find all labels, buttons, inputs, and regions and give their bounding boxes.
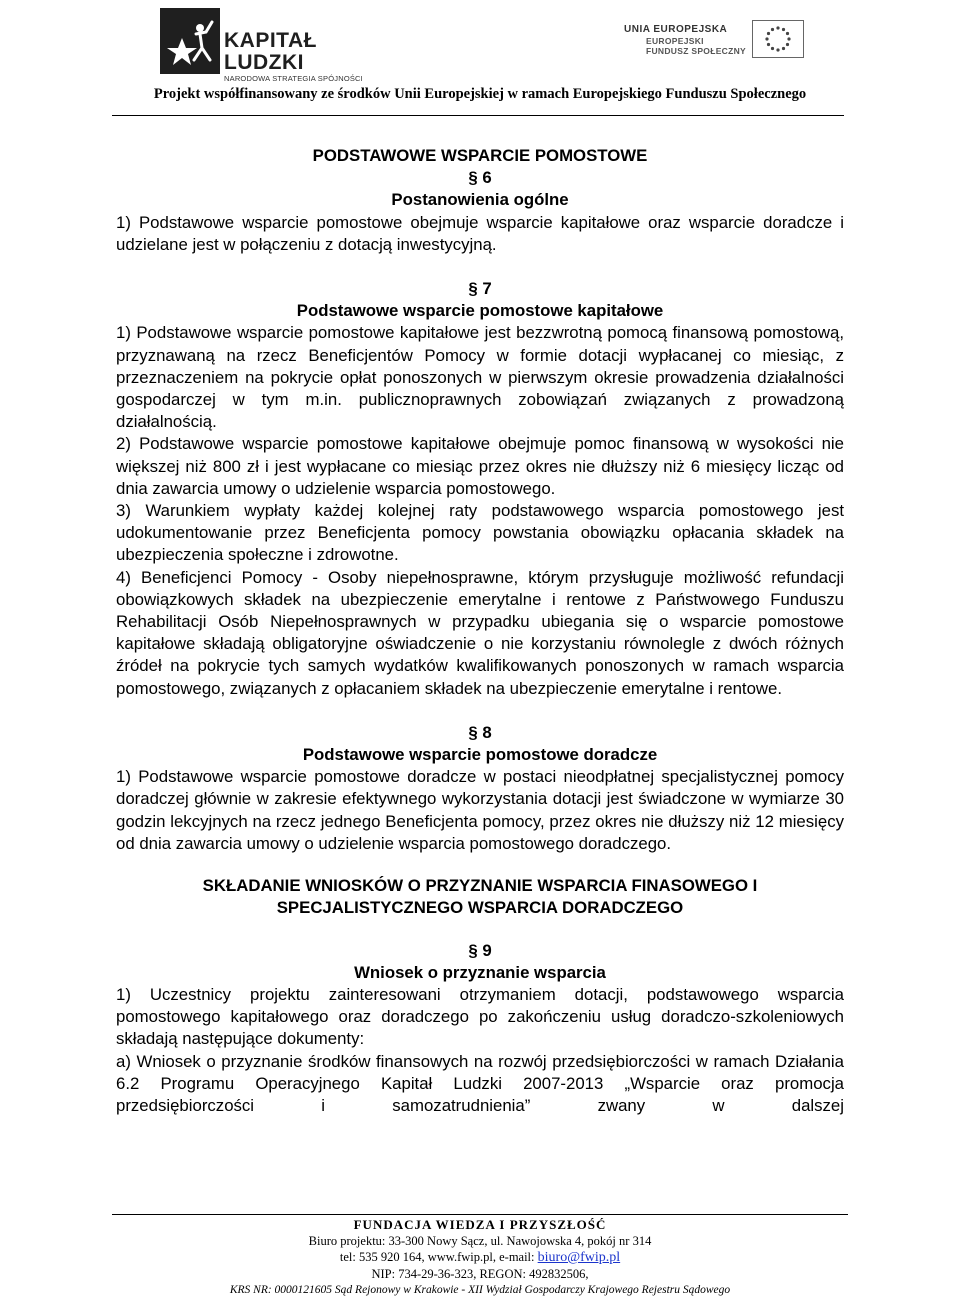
logo-subtitle: NARODOWA STRATEGIA SPÓJNOŚCI	[224, 74, 363, 83]
section-heading: PODSTAWOWE WSPARCIE POMOSTOWE	[312, 146, 648, 165]
footer-contact	[0, 1249, 960, 1266]
section-sign-icon: §	[468, 940, 478, 960]
eu-logo-line2: EUROPEJSKI	[646, 36, 704, 46]
section-9-number: § 9	[468, 940, 492, 960]
paragraph: a) Wniosek o przyznanie środków finansowych na rozwój przedsiębiorczości w ramach Działania 6.2 Programu Operacyjnego Kapitał Ludzki 2007-2013 „Wsparcie oraz promocja przedsiębiorczości i samozatrudnienia” zwany w dalszej	[116, 1051, 844, 1115]
chapter-heading-line2: SPECJALISTYCZNEGO WSPARCIA DORADCZEGO	[276, 898, 684, 918]
footer-address: Biuro projektu: 33-300 Nowy Sącz, ul. Nawojowska 4, pokój nr 314	[308, 1234, 652, 1248]
footer-divider	[112, 1214, 848, 1215]
paragraph: 3) Warunkiem wypłaty każdej kolejnej raty podstawowego wsparcia pomostowego jest udokumentowanie przez Beneficjenta pomocy powstania obowiązku opłacania składek na ubezpieczenia społeczne i zdrowotne.	[116, 501, 844, 565]
project-funding-line: Projekt współfinansowany ze środków Unii Europejskiej w ramach Europejskiego Funduszu Społecznego	[153, 86, 807, 102]
section-8-title: Podstawowe wsparcie pomostowe doradcze	[302, 745, 658, 765]
paragraph: 1) Podstawowe wsparcie pomostowe obejmuje wsparcie kapitałowe oraz wsparcie doradcze i udzielane jest w połączeniu z dotacją inwestycyjną.	[116, 212, 844, 254]
section-7-number: § 7	[468, 279, 492, 299]
section-9-title: Wniosek o przyznanie wsparcia	[354, 962, 606, 982]
kapital-ludzki-logo	[160, 8, 390, 83]
footer-contact-text: tel: 535 920 164, www.fwip.pl, e-mail:	[339, 1250, 538, 1264]
section-6-number: § 6	[468, 168, 492, 188]
eu-logo-line3: FUNDUSZ SPOŁECZNY	[646, 46, 747, 56]
section-7-title: Podstawowe wsparcie pomostowe kapitałowe	[296, 301, 664, 321]
paragraph: 1) Uczestnicy projektu zainteresowani otrzymaniem dotacji, podstawowego wsparcia pomostowego kapitałowego oraz doradczego po zakończeniu usług doradczo-szkoleniowych składają następujące dokumenty:	[116, 984, 844, 1049]
section-sign-icon: §	[468, 722, 478, 742]
eu-logo-line1: UNIA EUROPEJSKA	[624, 24, 728, 35]
eu-fund-logo	[624, 14, 804, 70]
footer-krs: KRS NR: 0000121605 Sąd Rejonowy w Krakowie - XII Wydział Gospodarczy Krajowego Rejestru Sądowego	[229, 1284, 731, 1296]
page-footer	[0, 1217, 960, 1298]
section-8-number: § 8	[468, 722, 492, 742]
footer-organization: FUNDACJA WIEDZA I PRZYSZŁOŚĆ	[353, 1217, 607, 1232]
paragraph: 1) Podstawowe wsparcie pomostowe kapitałowe jest bezzwrotną pomocą finansową pomostową, przyznawaną na rzecz Beneficjentów Pomocy w formie dotacji wypłacanej co miesiąc, z przeznaczeniem na pokrycie opłat ponoszonych w pierwszym okresie prowadzenia działalności gospodarczej w tym m.in. publicznoprawnych zobowiązań związanych z prowadzoną działalnością.	[116, 323, 844, 432]
footer-email-link[interactable]: biuro@fwip.pl	[537, 1250, 621, 1265]
paragraph: 4) Beneficjenci Pomocy - Osoby niepełnosprawne, którym przysługuje możliwość refundacji obowiązkowych składek na ubezpieczenie emerytalne i rentowe z Państwowego Funduszu Rehabilitacji Osób Niepełnosprawnych w przypadku ubiegania się o wsparcie pomostowe kapitałowe składają obligatoryjne oświadczenie o nie korzystaniu równolegle z dwóch różnych źródeł na pokrycie tych samych wydatków kwalifikowanych ponoszonych w ramach wsparcia pomostowego, związanych z opłacaniem składek na ubezpieczenie emerytalne i rentowe.	[116, 567, 844, 698]
paragraph: 1) Podstawowe wsparcie pomostowe doradcze w postaci nieodpłatnej specjalistycznej pomocy doradczej głównie w zakresie efektywnego wykorzystania dotacji jest świadczone w wymiarze 30 godzin lekcyjnych na rzecz jednego Beneficjenta pomocy, przez okres nie dłuższy niż 12 miesięcy od dnia zawarcia umowy o udzielenie wsparcia pomostowego doradczego.	[116, 767, 844, 853]
header-divider	[112, 115, 844, 116]
section-sign-icon: §	[468, 168, 478, 188]
paragraph: 2) Podstawowe wsparcie pomostowe kapitałowe obejmuje pomoc finansową w wysokości nie większej niż 800 zł i jest wypłacane co miesiąc przez okres nie dłuższy niż 6 miesięcy licząc od dnia zawarcia umowy o udzielenie wsparcia pomostowego.	[116, 434, 844, 498]
star-figure-icon	[160, 8, 220, 74]
section-sign-icon: §	[468, 279, 478, 299]
footer-ids: NIP: 734-29-36-323, REGON: 492832506,	[371, 1267, 589, 1281]
chapter-heading-line1: SKŁADANIE WNIOSKÓW O PRZYZNANIE WSPARCIA FINASOWEGO I	[202, 876, 758, 896]
section-6-title: Postanowienia ogólne	[391, 190, 569, 210]
document-body	[116, 145, 844, 1117]
logo-title: KAPITAŁ LUDZKI	[224, 29, 317, 74]
eu-flag-icon	[752, 20, 804, 58]
